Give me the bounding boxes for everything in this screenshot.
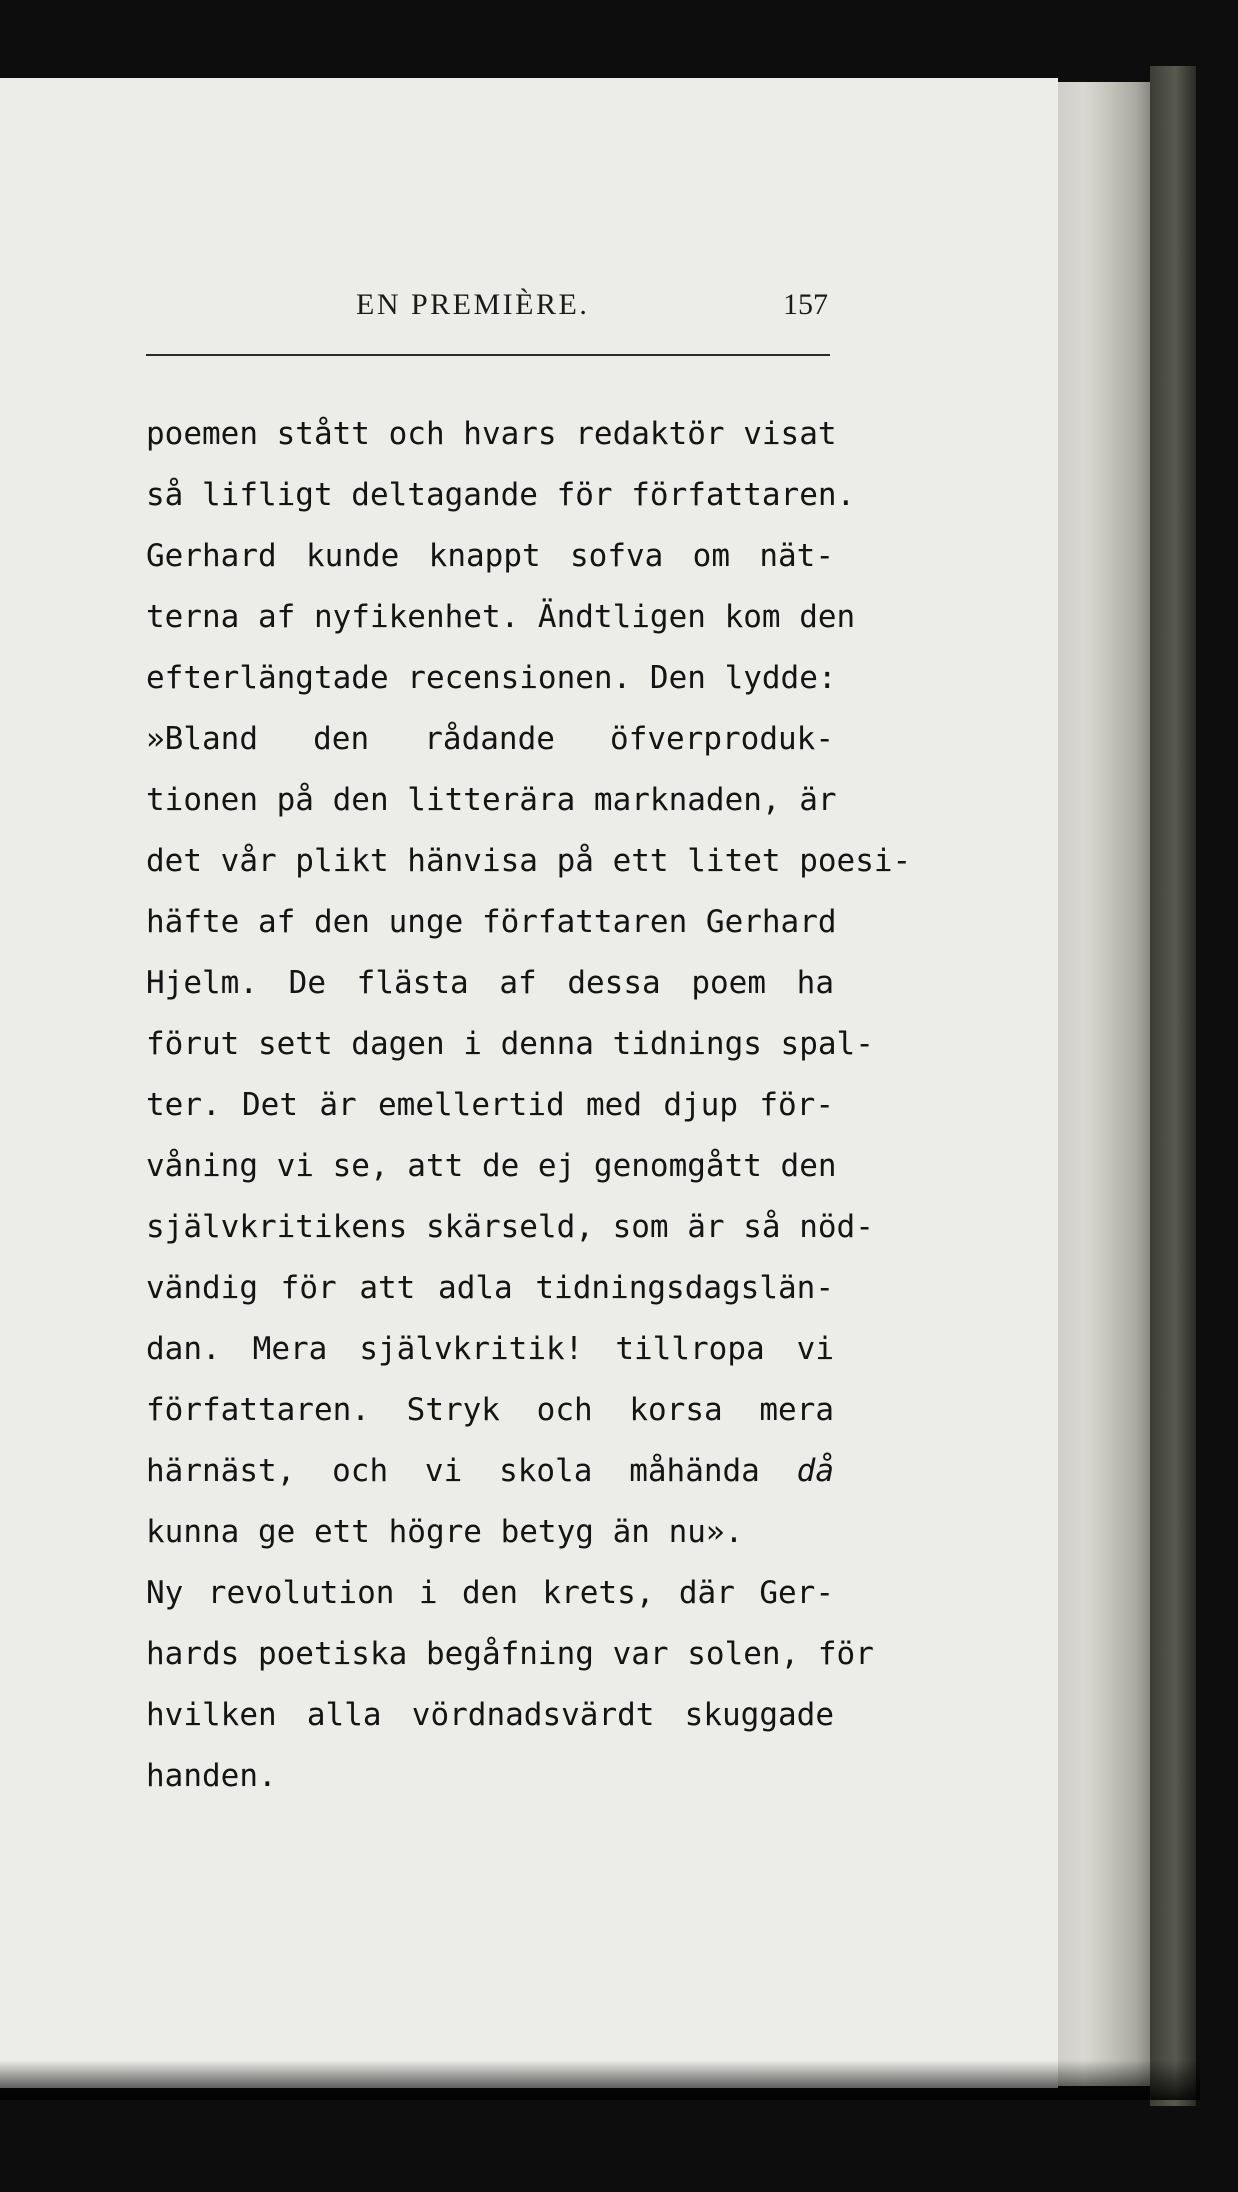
text-line: förut sett dagen i denna tidnings spal- [146, 1026, 874, 1062]
text-line: vändig för att adla tidningsdagslän- [146, 1270, 834, 1306]
text-line: våning vi se, att de ej genomgått den [146, 1148, 837, 1184]
text-line: så lifligt deltagande för författaren. [146, 477, 856, 513]
text-line: kunna ge ett högre betyg än nu». [146, 1514, 744, 1550]
text-line: hards poetiska begåfning var solen, för [146, 1636, 874, 1672]
text-line: självkritikens skärseld, som är så nöd- [146, 1209, 874, 1245]
text-line: »Bland den rådande öfverproduk- [146, 721, 834, 757]
text-line: handen. [146, 1758, 277, 1794]
text-line: tionen på den litterära marknaden, är [146, 782, 837, 818]
text-line: Hjelm. De flästa af dessa poem ha [146, 965, 834, 1001]
text-segment: härnäst, och vi skola måhända [146, 1453, 760, 1489]
text-line: poemen stått och hvars redaktör visat [146, 416, 837, 452]
page-edges [1058, 82, 1162, 2086]
text-line: Gerhard kunde knappt sofva om nät- [146, 538, 834, 574]
page-number: 157 [783, 288, 828, 321]
text-line: terna af nyfikenhet. Ändtligen kom den [146, 599, 856, 635]
running-head-title: EN PREMIÈRE. [356, 288, 590, 321]
text-line: ter. Det är emellertid med djup för- [146, 1087, 834, 1123]
text-line: det vår plikt hänvisa på ett litet poesi- [146, 843, 912, 879]
header-rule [146, 354, 830, 356]
book-cover-edge [1150, 66, 1196, 2106]
text-line: författaren. Stryk och korsa mera [146, 1392, 834, 1428]
text-line: Ny revolution i den krets, där Ger- [146, 1575, 834, 1611]
body-text [146, 404, 912, 1807]
text-line-with-emphasis [146, 1441, 834, 1502]
text-line: efterlängtade recensionen. Den lydde: [146, 660, 837, 696]
emphasized-word: då [796, 1453, 834, 1489]
text-line: hvilken alla vördnadsvärdt skuggade [146, 1697, 834, 1733]
running-head [148, 288, 828, 338]
text-line: häfte af den unge författaren Gerhard [146, 904, 837, 940]
bottom-shadow [0, 2060, 1200, 2100]
text-line: dan. Mera självkritik! tillropa vi [146, 1331, 834, 1367]
